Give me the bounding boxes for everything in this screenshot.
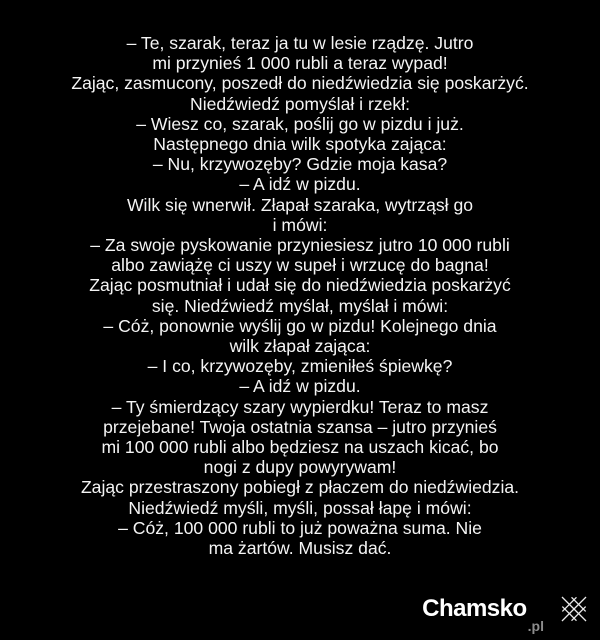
story-line: – Te, szarak, teraz ja tu w lesie rządzę. Jutro	[126, 33, 474, 53]
story-line: – Cóż, 100 000 rubli to już poważna suma. Nie	[118, 517, 482, 538]
tilted-hash-logo-icon	[552, 584, 596, 634]
story-line: i mówi:	[272, 214, 328, 235]
story-line: – Ty śmierdzący szary wypierdku! Teraz to masz	[111, 396, 489, 417]
story-line: – Nu, krzywozęby? Gdzie moja kasa?	[152, 154, 448, 175]
story-line: Niedźwiedź myśli, myśli, possał łapę i mówi:	[128, 497, 472, 518]
story-line: się. Niedźwiedź myślał, myślał i mówi:	[151, 295, 449, 316]
story-line: – A idź w pizdu.	[239, 376, 361, 397]
story-line: – I co, krzywozęby, zmieniłeś śpiewkę?	[147, 356, 453, 377]
story-line: – Za swoje pyskowanie przyniesiesz jutro 10 000 rubli	[90, 235, 510, 256]
story-line: mi 100 000 rubli albo będziesz na uszach kicać, bo	[101, 437, 499, 458]
brand-name: Chamsko	[422, 595, 527, 622]
story-line: ma żartów. Musisz dać.	[208, 538, 392, 559]
story-line: Zając posmutniał i udał się do niedźwiedzia poskarżyć	[89, 275, 511, 296]
story-line: nogi z dupy powyrywam!	[203, 457, 397, 478]
story-line: przejebane! Twoja ostatnia szansa – jutro przynieś	[103, 416, 497, 437]
story-line: – A idź w pizdu.	[239, 174, 361, 195]
story-line: – Wiesz co, szarak, poślij go w pizdu i już.	[136, 113, 464, 134]
story-line: albo zawiążę ci uszy w supeł i wrzucę do bagna!	[111, 255, 489, 276]
watermark	[422, 584, 596, 634]
story-line: wilk złapał zająca:	[229, 336, 371, 357]
brand-domain-suffix: .pl	[527, 618, 544, 634]
joke-text-block	[0, 33, 600, 558]
story-line: Niedźwiedź pomyślał i rzekł:	[190, 93, 410, 114]
story-line: Zając przestraszony pobiegł z płaczem do niedźwiedzia.	[80, 477, 520, 498]
story-line: – Cóż, ponownie wyślij go w pizdu! Kolejnego dnia	[103, 315, 497, 336]
story-line: Zając, zasmucony, poszedł do niedźwiedzia się poskarżyć.	[71, 73, 529, 94]
story-line: Wilk się wnerwił. Złapał szaraka, wytrząsł go	[126, 194, 474, 215]
story-line: mi przynieś 1 000 rubli a teraz wypad!	[152, 53, 448, 74]
story-line: Następnego dnia wilk spotyka zająca:	[153, 134, 447, 155]
